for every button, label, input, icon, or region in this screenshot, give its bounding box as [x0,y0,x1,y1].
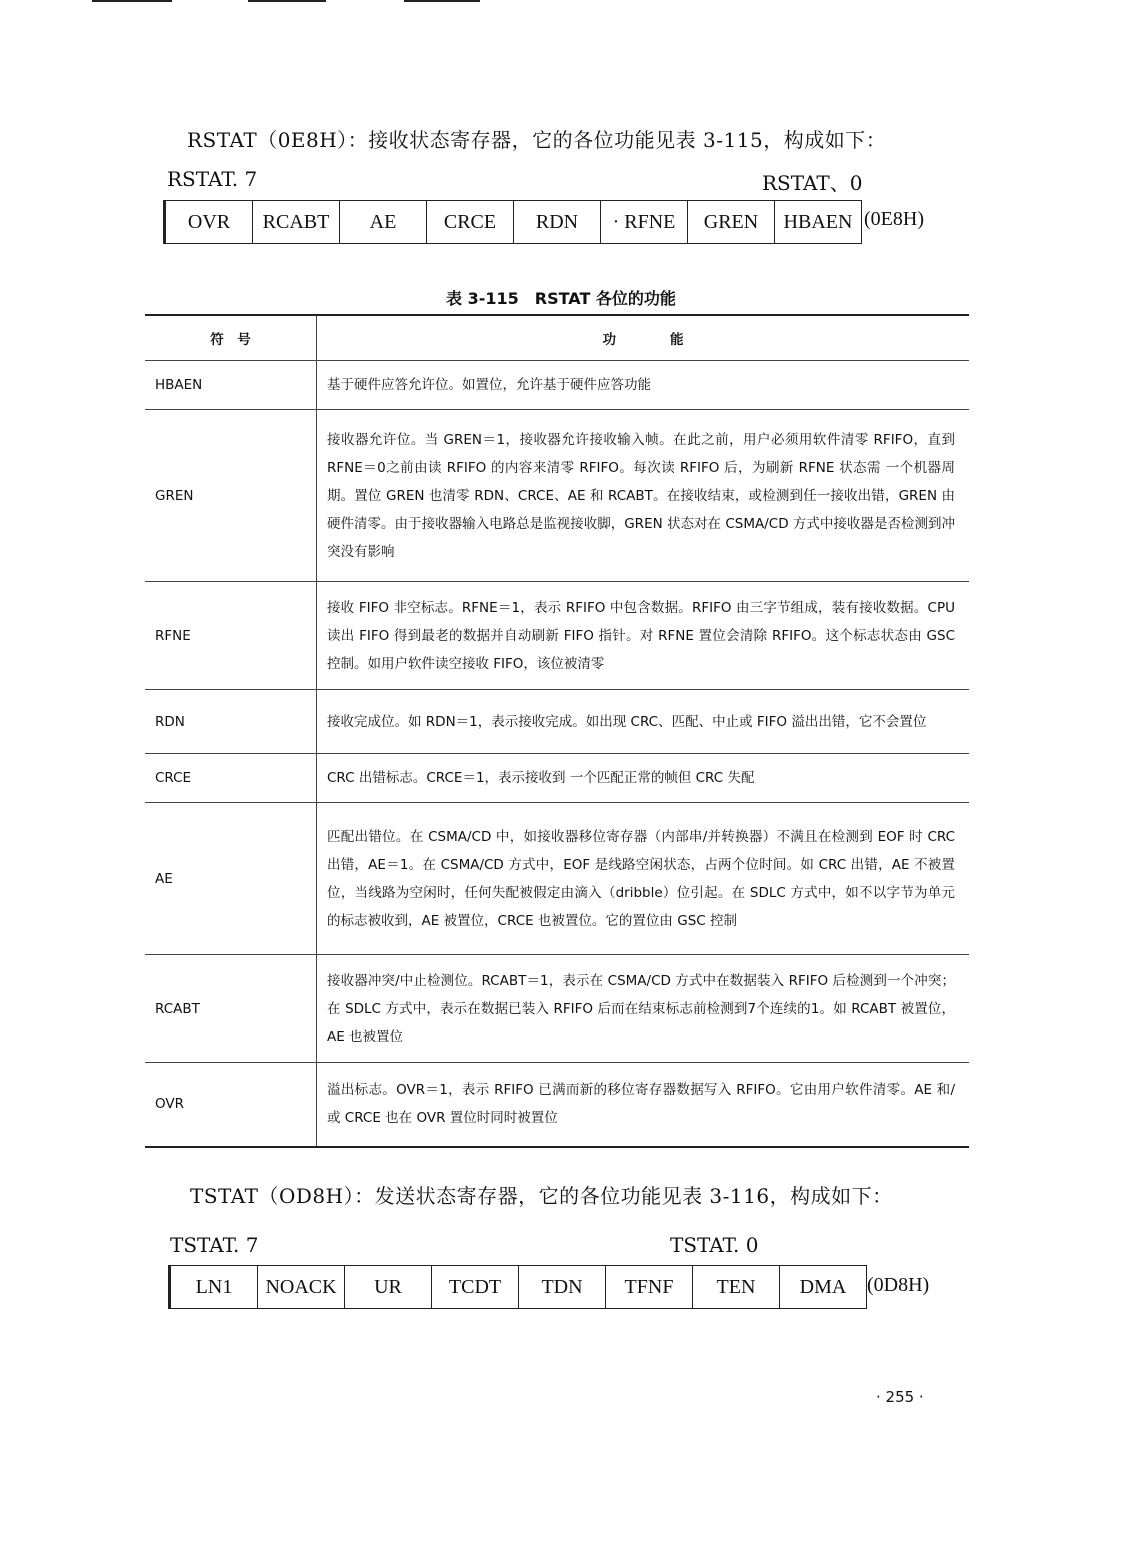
rstat-bit-4: CRCE [427,201,514,243]
rstat-bits-table [145,314,969,1148]
row-function: 基于硬件应答允许位。如置位，允许基于硬件应答功能 [317,361,970,410]
table-row [145,690,969,754]
row-function: CRC 出错标志。CRCE＝1，表示接收到 一个匹配正常的帧但 CRC 失配 [317,754,970,803]
row-function: 接收完成位。如 RDN＝1，表示接收完成。如出现 CRC、匹配、中止或 FIFO 溢出出错，它不会置位 [317,690,970,754]
row-function: 匹配出错位。在 CSMA/CD 中，如接收器移位寄存器（内部串/并转换器）不满且在检测到 EOF 时 CRC 出错，AE＝1。在 CSMA/CD 方式中，EOF 是线路空闲状态，占两个位时间。如 CRC 出错，AE 不被置位，当线路为空闲时，任何失配被假定由滴入（dribble）位引起。在 SDLC 方式中，如不以字节为单元的标志被收到，AE 被置位，CRCE 也被置位。它的置位由 GSC 控制 [317,803,970,955]
row-symbol: CRCE [145,754,317,803]
tstat-bit-5: UR [345,1266,432,1308]
rstat-msb-label: RSTAT. 7 [167,167,258,191]
row-function: 接收器允许位。当 GREN＝1，接收器允许接收输入帧。在此之前，用户必须用软件清零 RFIFO，直到 RFNE＝0之前由读 RFIFO 的内容来清零 RFIFO。每次读 RFIFO 后，为刷新 RFNE 状态需 一个机器周期。置位 GREN 也清零 RDN、CRCE、AE 和 RCABT。在接收结束，或检测到任一接收出错，GREN 由硬件清零。由于接收器输入电路总是监视接收脚，GREN 状态对在 CSMA/CD 方式中接收器是否检测到冲突没有影响 [317,410,970,582]
tstat-bit-7: LN1 [171,1266,258,1308]
rstat-bit-1: GREN [688,201,775,243]
header-symbol: 符 号 [145,315,317,361]
row-symbol: RFNE [145,582,317,690]
table-row [145,754,969,803]
row-symbol: GREN [145,410,317,582]
table-row [145,410,969,582]
tstat-msb-label: TSTAT. 7 [170,1233,259,1257]
table-row [145,582,969,690]
table-row [145,361,969,410]
tstat-bit-6: NOACK [258,1266,345,1308]
table-caption: 表 3-115 RSTAT 各位的功能 [446,289,676,308]
page-number: · 255 · [876,1388,924,1406]
rstat-bit-0: HBAEN [775,201,862,243]
table-row [145,955,969,1063]
rstat-intro: RSTAT（0E8H）：接收状态寄存器，它的各位功能见表 3-115，构成如下： [187,128,887,152]
row-symbol: RCABT [145,955,317,1063]
rstat-lsb-label: RSTAT、0 [762,171,863,195]
rstat-bit-6: RCABT [253,201,340,243]
tstat-register-diagram [168,1265,867,1309]
tstat-bit-3: TDN [519,1266,606,1308]
row-symbol: HBAEN [145,361,317,410]
rstat-address: (0E8H) [864,208,924,230]
rstat-bit-3: RDN [514,201,601,243]
table-header-row [145,315,969,361]
tstat-intro: TSTAT（OD8H）：发送状态寄存器，它的各位功能见表 3-116，构成如下： [190,1184,893,1208]
header-function: 功 能 [317,315,970,361]
row-function: 接收器冲突/中止检测位。RCABT＝1，表示在 CSMA/CD 方式中在数据装入 RFIFO 后检测到一个冲突；在 SDLC 方式中，表示在数据已装入 RFIFO 后而在结束标志前检测到7个连续的1。如 RCABT 被置位，AE 也被置位 [317,955,970,1063]
row-function: 接收 FIFO 非空标志。RFNE＝1，表示 RFIFO 中包含数据。RFIFO 由三字节组成，装有接收数据。CPU 读出 FIFO 得到最老的数据并自动刷新 FIFO 指针。对 RFNE 置位会清除 RFIFO。这个标志状态由 GSC 控制。如用户软件读空接收 FIFO，该位被清零 [317,582,970,690]
tstat-bit-4: TCDT [432,1266,519,1308]
top-rule-2 [248,0,326,2]
rstat-register-diagram [163,200,862,244]
tstat-lsb-label: TSTAT. 0 [670,1233,759,1257]
tstat-bit-0: DMA [780,1266,867,1308]
row-symbol: OVR [145,1063,317,1147]
top-rule-1 [92,0,172,2]
tstat-bit-2: TFNF [606,1266,693,1308]
top-rule-3 [404,0,480,2]
table-row [145,803,969,955]
row-function: 溢出标志。OVR＝1，表示 RFIFO 已满而新的移位寄存器数据写入 RFIFO。它由用户软件清零。AE 和/或 CRCE 也在 OVR 置位时同时被置位 [317,1063,970,1147]
row-symbol: AE [145,803,317,955]
rstat-bit-5: AE [340,201,427,243]
tstat-address: (0D8H) [867,1274,930,1296]
table-row [145,1063,969,1147]
rstat-bit-2: · RFNE [601,201,688,243]
tstat-bit-1: TEN [693,1266,780,1308]
row-symbol: RDN [145,690,317,754]
rstat-bit-7: OVR [166,201,253,243]
